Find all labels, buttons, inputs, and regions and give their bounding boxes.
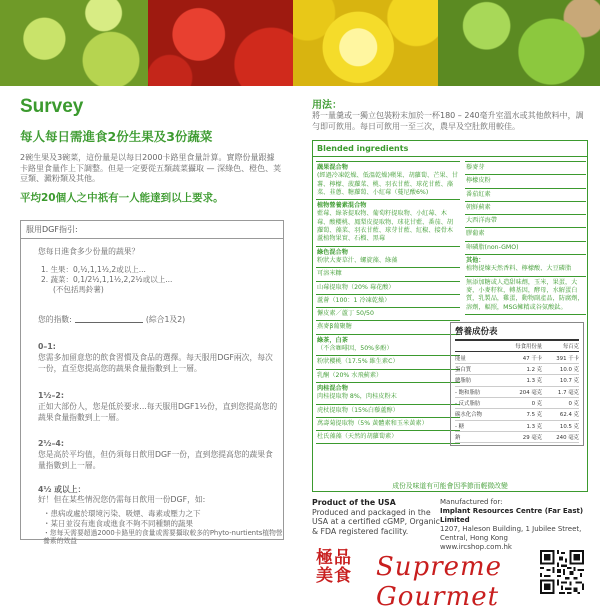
ingredient-cell [316,295,460,308]
guide-bullet: ・患病或處於環境污染、吸煙、毒素或壓力之下 [43,509,201,518]
greens-photo [438,0,600,86]
manufacturer-website: www.ircshop.com.hk [440,543,512,551]
nutrition-cell: 391 千卡 [542,352,579,363]
ingredient-cell [465,175,586,188]
ingredient-group-title: 綠茶，白茶 [317,336,348,344]
ingredient-cell [465,215,586,228]
nutrition-row [455,375,579,386]
nutrition-header-cell [455,341,499,352]
usage-title: 用法： [312,100,342,111]
ingredient-cell [465,277,586,315]
range-label: 2½–4: [38,439,64,448]
ingredient-text: 乳酮（20% 水飛薊素） [317,371,383,379]
range-text: 您需多加留意您的飲食習慣及食品的選擇。每天服用DGF兩次，每次一份，直至您提高您的蔬果食量指數到上一層。 [38,353,273,373]
guide-header: 服用DGF指引: [21,221,283,239]
nutrition-title: 營養成份表 [455,325,579,341]
guide-score-line [38,314,185,325]
ingredient-cell [316,268,460,281]
nutrition-cell: 0 克 [499,397,543,408]
ingredient-text: 可溶米糠 [317,270,342,278]
ingredients-header: Blended ingredients [313,141,587,157]
ingredient-group-title: 植物營養素混合物 [317,202,367,210]
ingredient-group-title: 蔬果混合物 [317,164,348,171]
ingredient-text: 山莓提取物（20% 莓花酸） [317,283,395,291]
ingredient-cell [316,370,460,383]
ingredients-left-column [316,161,460,444]
guide-bullet: ・您每天需要超過2000卡路里的食量或需要攝取較多的Phyto-nurtients植物營養素的效益 [43,529,283,545]
nutrition-cell: 蛋白質 [455,363,499,374]
ingredient-cell [465,162,586,175]
ingredient-cell [316,162,460,200]
ingredient-text: 大西洋海帶 [466,217,497,225]
fruit-banner [0,0,600,86]
qr-code-icon[interactable] [540,550,584,594]
ingredient-cell [316,418,460,431]
nutrition-header-cell: 每百克 [542,341,579,352]
green-apple-photo [0,0,148,86]
ingredient-text: 檸檬皮粉 [466,177,491,185]
brand-logo-chinese: 極品美食 [316,548,352,586]
ingredient-text: 朝鮮薊素 [466,203,491,211]
nutrition-cell: 總脂肪 [455,375,499,386]
product-text: Produced and packaged in the USA at a certified cGMP, Organic & FDA registered facility. [312,507,440,536]
nutrition-cell: 能量 [455,352,499,363]
survey-title: Survey [20,96,84,117]
nutrition-cell: 1.3 克 [499,420,543,431]
manufacturer-name: Implant Resources Centre (Far East) Limited [440,507,584,524]
nutrition-cell: 10.5 克 [542,420,579,431]
guide-option-veg: 2. 蔬菜：0,1/2½,1,1½,2,2½或以上... [41,275,173,284]
usage-text: 將一量羹或一獨立包裝粉末加於一杯180 – 240毫升室溫水或其他飲料中，調勻即可飲用。每日可飲用一至三次，農早及空肚飲用較佳。 [312,111,584,131]
nutrition-row [455,432,579,443]
ingredient-text: 粉狀大麥草汁、螺旋藻、綠藻 [317,256,398,264]
ingredient-text: 肉桂提取物 8%，肉桂皮粉末 [317,393,397,401]
ingredient-cell [316,431,460,444]
guide-option-fruit: 1. 生果：0,½,1,1½,2或以上... [41,265,146,274]
ingredient-group-title: 肉桂混合物 [317,384,348,392]
ingredient-text: 萬壽菊提取物（5% 黃體素和玉米黃素） [317,419,428,427]
nutrition-cell: 47 千卡 [499,352,543,363]
range-label: 4½ 或以上： [38,485,86,494]
ingredient-text: 懈皮素／蘆丁 50/50 [317,310,374,318]
nutrition-cell: 鈉 [455,432,499,443]
range-text: 正如大部份人，您是低於要求...每天服用DGF1½份，直到您提高您的蔬果食量指數到上一層。 [38,402,278,422]
ingredient-text: （不含咖啡因，50%多酚） [317,345,393,353]
nutrition-rows [455,341,579,443]
range-label: 1½–2: [38,391,64,400]
brand-logo-english: Supreme Gourmet [376,552,503,612]
ingredient-text: 無添加糖或人造甜味劑，玉米，果蛋，大麥，小麥籽粒，轉基因，酵母，水解蛋白質，乳製品，雞蛋，動物副產品，防腐劑，溶劑，輻照，MSG擁精或谷氨酸鈦。 [466,278,584,311]
score-hint: (綜合1及2) [145,315,186,324]
ingredient-text: 杜氏藻藻（天然的胡蘿蔔素） [317,433,398,441]
ingredient-text: 粉狀櫻桃（17.5% 維生素C） [317,358,399,366]
nutrition-cell: 1.2 克 [499,363,543,374]
nutrition-cell: 7.5 克 [499,409,543,420]
ingredient-text: (經過冷凍乾燥、低溫乾燥)蘋果、胡蘿蔔、芒果、甘薯、檸檬、菠蘿菜、桃、羽衣甘藍、球花甘藍、藻菜、韭蔥、糖蘿蔔、小紅莓（蔓尼酸6%) [317,172,458,196]
ingredient-cell [316,200,460,246]
range-label: 0–1: [38,342,56,351]
survey-subtitle: 每人每日需進食2份生果及3份蔬菜 [20,129,213,144]
nutrition-header-cell: 每食用份量 [499,341,543,352]
guide-bullet: ・某日並沒有進食或進食不夠不同種類的蔬果 [43,519,193,528]
nutrition-cell: - 糖 [455,420,499,431]
survey-highlight: 平均20個人之中祇有一人能達到以上要求。 [20,192,224,204]
manufacturer-address: 1207, Haleson Building, 1 Jubilee Street, Central, Hong Kong [440,525,582,542]
survey-intro: 2碗生果及3碗菜，這份量是以每日2000卡路里食量計算。實際份量跟據卡路里食量作上下調整。但是一定要從五類蔬菜攝取 — 深綠色、橙色、荚豆類、澱粉類及其他。 [20,153,282,183]
ingredient-text: 虎杖提取物（15%白藜蘆醇） [317,406,399,414]
dgf-guide-box [20,220,284,545]
ingredient-text: 藍莓、綠茶提取物、葡萄籽提取物、小紅莓、木莓、酸櫻桃、鳳梨皮提取物、球花甘藍、番茄、胡蘿蔔、藻菜、羽衣甘藍、球芽甘藍、紅椒、接骨木蘆植物果實、石榴、黑莓 [317,210,454,243]
ingredient-group-title: 綠色混合物 [317,248,348,256]
nutrition-cell: 0 克 [542,397,579,408]
nutrition-cell: 240 毫克 [542,432,579,443]
nutrition-cell: 碳水化合物 [455,409,499,420]
nutrition-cell: 10.0 克 [542,363,579,374]
ingredient-text: 卵磷脂(non-GMO) [466,243,519,251]
ingredient-cell [316,335,460,357]
guide-option-note: (不包括馬鈴薯) [53,285,104,294]
ingredient-text: 番茄紅素 [466,190,491,198]
nutrition-cell: - 飽和脂肪 [455,386,499,397]
tomato-photo [148,0,293,86]
ingredient-cell [465,189,586,202]
nutrition-row [455,363,579,374]
product-title: Product of the USA [312,498,396,507]
lemon-photo [293,0,438,86]
nutrition-cell: 29 毫克 [499,432,543,443]
ingredient-cell [316,321,460,334]
ingredient-cell [465,202,586,215]
nutrition-cell: 10.7 克 [542,375,579,386]
ingredient-cell [316,247,460,269]
ingredient-group-title: 其他： [466,257,485,265]
score-blank [75,322,143,323]
nutrition-cell: 62.4 克 [542,409,579,420]
ingredient-cell [316,405,460,418]
ingredient-cell [316,383,460,405]
range-text: 好！但在某些情況您仍需每日飲用一份DGF，如: [38,495,206,504]
manufacturer-info [440,498,590,552]
score-label: 您的指數: [38,315,72,324]
nutrition-row [455,352,579,363]
product-origin [312,498,442,536]
ingredient-text: 燕麥β葡聚糖 [317,323,352,331]
nutrition-row [455,386,579,397]
range-text: 您是高於平均值，但仍須每日飲用DGF一份，直到您提高您的蔬果食量指數到上一層。 [38,450,273,470]
ingredient-cell [465,228,586,241]
ingredient-text: 植物提煉天然香料、檸檬酸、大豆磷脂 [466,265,572,273]
nutrition-cell: 1.7 毫克 [542,386,579,397]
ingredient-cell [316,308,460,321]
nutrition-row [455,420,579,431]
nutrition-cell: - 反式脂肪 [455,397,499,408]
ingredient-text: 藜麥芽 [466,164,485,171]
nutrition-row [455,397,579,408]
nutrition-cell: 204 毫克 [499,386,543,397]
guide-question: 您每日進食多少份量的蔬果？ [38,247,140,256]
ingredient-text: 蘆薈（100：1 冷凍乾燥） [317,296,391,304]
ingredient-text: 膠葡素 [466,230,485,238]
nutrition-table [450,322,584,446]
ingredient-cell [316,282,460,295]
ingredient-cell [465,255,586,277]
ingredient-cell [465,242,586,255]
seasonal-note: 成份及味道有可能會因季節而輕微改變 [392,482,508,490]
ingredients-right-column [465,161,586,315]
manufacturer-label: Manufactured for: [440,498,503,506]
nutrition-row [455,409,579,420]
nutrition-cell: 1.3 克 [499,375,543,386]
ingredient-cell [316,356,460,369]
